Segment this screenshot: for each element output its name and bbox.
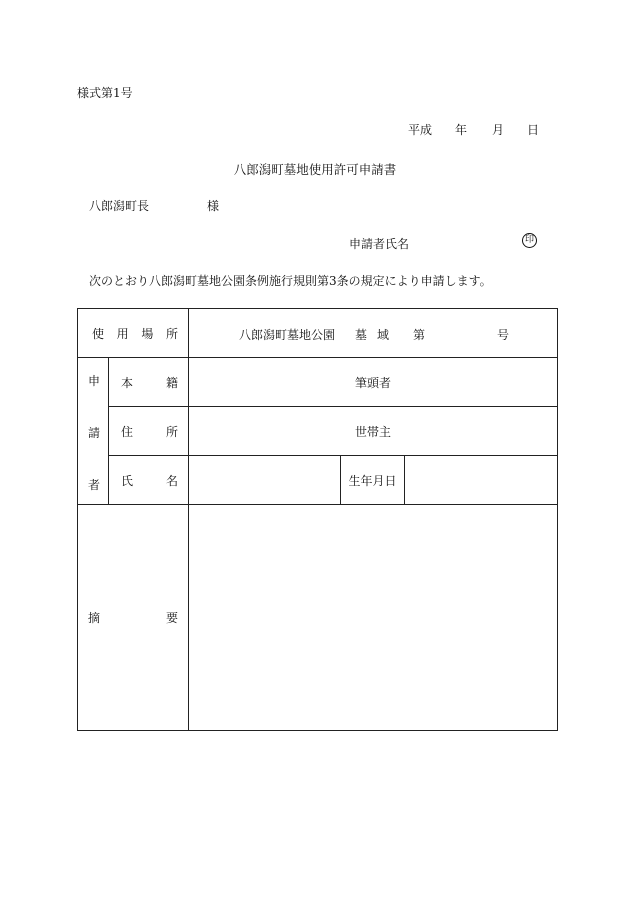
- notes-field[interactable]: [189, 505, 558, 731]
- use-place-label-char: 場: [141, 326, 154, 341]
- householder-label: 世帯主: [355, 424, 392, 439]
- address-field[interactable]: [189, 407, 558, 456]
- birth-date-label: 生年月日: [341, 456, 405, 505]
- notes-label-char: 要: [165, 611, 178, 625]
- seal-icon: 印: [522, 233, 537, 248]
- applicant-group-char: 請: [88, 426, 101, 440]
- section-char: 墓: [355, 328, 368, 342]
- date-era: 平成: [408, 123, 433, 137]
- name-label-char: 氏: [121, 473, 134, 488]
- date-year-label: 年: [455, 123, 468, 137]
- notes-label-char: 摘: [88, 611, 101, 625]
- domicile-label-char: 本: [121, 375, 134, 390]
- notes-row: [78, 505, 558, 731]
- applicant-name-label: 申請者氏名: [349, 237, 410, 251]
- form-number: 様式第1号: [77, 86, 133, 100]
- name-row: [78, 456, 558, 505]
- address-label-char: 住: [121, 424, 134, 439]
- plot-number-prefix: 第: [413, 328, 426, 342]
- section-char: 域: [377, 328, 390, 342]
- address-row: [78, 407, 558, 456]
- use-place-value[interactable]: [189, 309, 558, 358]
- addressee: [89, 197, 219, 214]
- domicile-row: [78, 358, 558, 407]
- date-day-label: 日: [527, 123, 540, 137]
- document-title: 八郎潟町墓地使用許可申請書: [233, 162, 397, 177]
- date-month-label: 月: [492, 123, 505, 137]
- address-label: [109, 407, 189, 456]
- domicile-label: [109, 358, 189, 407]
- addressee-honorific: 様: [207, 199, 220, 213]
- notes-label: [78, 505, 189, 731]
- date-line: [408, 121, 539, 138]
- name-label: [109, 456, 189, 505]
- family-head-label: 筆頭者: [355, 375, 392, 390]
- domicile-field[interactable]: [189, 358, 558, 407]
- use-place-label: [78, 309, 189, 358]
- application-statement: 次のとおり八郎潟町墓地公園条例施行規則第3条の規定により申請します。: [89, 274, 492, 288]
- address-label-char: 所: [165, 424, 178, 439]
- domicile-label-char: 籍: [165, 375, 178, 390]
- use-place-row: [78, 309, 558, 358]
- applicant-group-label: [78, 358, 109, 505]
- name-field[interactable]: [189, 456, 341, 505]
- birth-date-field[interactable]: [405, 456, 558, 505]
- name-label-char: 名: [165, 473, 178, 488]
- plot-number-suffix: 号: [497, 328, 510, 342]
- applicant-group-char: 申: [88, 374, 101, 388]
- addressee-name: 八郎潟町長: [89, 199, 150, 213]
- applicant-group-char: 者: [88, 478, 101, 492]
- use-place-label-char: 所: [165, 326, 178, 341]
- park-name: 八郎潟町墓地公園: [239, 328, 336, 342]
- application-table: [77, 308, 558, 731]
- use-place-label-char: 使: [92, 326, 105, 341]
- use-place-label-char: 用: [116, 326, 129, 341]
